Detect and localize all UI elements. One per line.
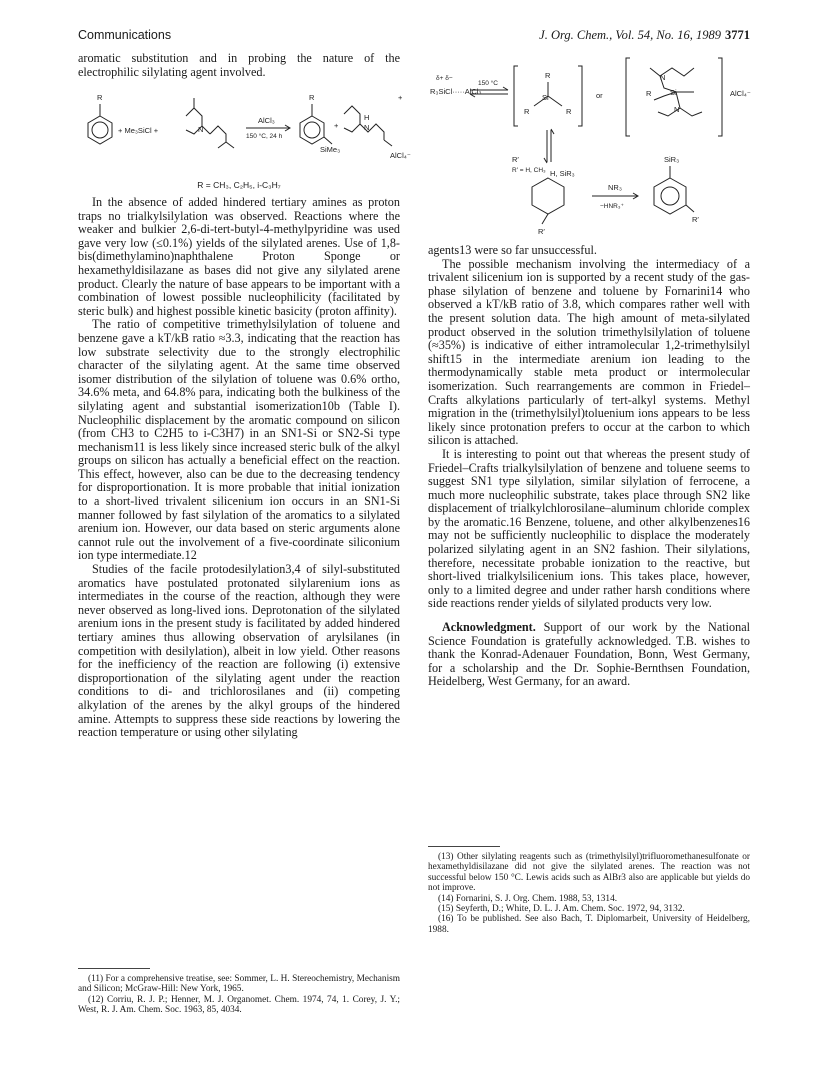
- footnote-rule: [428, 846, 500, 847]
- temp-label: 150 °C: [478, 80, 498, 87]
- r-prime-def: R′ = H, CH₃: [512, 167, 546, 174]
- hnr3-label: −HNR₃⁺: [600, 203, 624, 210]
- r-prime-arenium: R′: [538, 227, 545, 236]
- journal-citation: J. Org. Chem., Vol. 54, No. 16, 1989: [539, 28, 721, 42]
- footnote-12: (12) Corriu, R. J. P.; Henner, M. J. Organomet. Chem. 1974, 74, 1. Corey, J. Y.; West, R. J. Am. Chem. Soc. 1963, 85, 4034.: [78, 994, 400, 1016]
- paragraph: Studies of the facile protodesilylation3,4 of silyl-substituted aromatics have postulated protonated silylarenium ions as intermediates in the course of the reaction, although they were never observed as long-lived ions. Deprotonation of the silylated arenium ions in the present study is facilitated by added hindered tertiary amines thus allowing observation of arylsilanes (in competition with desilylation), albeit in low yield. Other reasons for the inefficiency of the reaction are following (i) extensive disproportionation of the silylating agent under the reaction conditions to di- and trichlorosilanes and (ii) competing alkylation of the arenes by the alkyl groups of the hindered amine. Attempts to suppress these side reactions by lowering the reaction temperature or using other silylating: [78, 562, 400, 740]
- acknowledgment-text: Support of our work by the National Science Foundation is gratefully acknowledged. T.B. wishes to thank the Konrad-Adenauer Foundation, Bonn, West Germany, for a scholarship and the Dr. Sophie-Bernthsen Foundation, Heidelberg, West Germany, for an award.: [428, 620, 750, 689]
- n-top: N: [660, 73, 666, 82]
- arylsilane-ring: [654, 178, 686, 214]
- or-label: or: [596, 91, 603, 100]
- n-label: N: [198, 125, 204, 134]
- charge-plus: +: [398, 93, 403, 102]
- r-label: R: [97, 93, 103, 102]
- aromatic-circle: [92, 122, 108, 138]
- paragraph: The ratio of competitive trimethylsilylation of toluene and benzene gave a kT/kB ratio ≈3.3, indicating that the reaction has low substrate selectivity due to the strongly electrophilic character of the silylating agent. At the same time observed isomer distribution of the silylation of toluene was 0.6% ortho, 34.6% meta, and 64.8% para, indicating both the bulkiness of the silylating agent and substantial isomerization10b (Table I). Nucleophilic displacement by the aromatic compound on silicon (from CH3 to C2H5 to i-C3H7) in an SN1-Si or SN2-Si type mechanism11 is less likely since increased steric bulk of the alkyl groups on silicon has actually a beneficial effect on the reaction. This effect, however, also can be due to the decreasing tendency for disproportionation. It is more probable that initial ionization to a short-lived trivalent silicenium ion occurs in an SN1-Si manner followed by fast silylation of the aromatics to a silylated arenium ion. However, our data based on steric arguments alone cannot rule out the involvement of a five-coordinate siliconium ion type intermediate.12: [78, 317, 400, 563]
- paragraph: The possible mechanism involving the intermediacy of a trivalent silicenium ion is supported by a recent study of the gas-phase silylation of benzene and toluene by Fornarini14 who observed a kT/kB ratio of 3.8, which compares rather well with the present solution data. The high amount of meta-silylated product observed in the solution trimethylsilylation of toluene (≈35%) is indicative of either intramolecular 1,2-trimethylsilyl shift15 in the intermediate arenium ion leading to the thermodynamically stable meta product or intermolecular isomerization. Such rearrangements are common in Friedel–Crafts alkylations particularly of tert-alkyl systems. Methyl migration in the (trimethylsilyl)toluenium ions appears to be less likely since protonation prefers to occur at the carbon to which silicon is attached.: [428, 256, 750, 448]
- footnote-14: (14) Fornarini, S. J. Org. Chem. 1988, 53, 1314.: [438, 893, 618, 904]
- paragraph: In the absence of added hindered tertiary amines as proton traps no trialkylsilylation was observed. Reactions where the weaker and bulkier 2,6-di-tert-butyl-4-methylpyridine was used gave very low (≤0.1%) yields of the silylated arenes. Use of 1,8-bis(dimethylamino)naphthalene Proton Sponge or hexamethyldisilazane as bases did not give any silylated arene product. Clearly the nature of base appears to be important with a combination of lowest possible nucleophilicity (facilitated by steric bulk) and highest possible kinetic basicity (proton affinity).: [78, 195, 400, 318]
- reagent-label: + Me₃SiCl +: [118, 126, 159, 135]
- left-column-body: [78, 196, 400, 740]
- r-top: R: [545, 71, 551, 80]
- acknowledgment-paragraph: [428, 621, 750, 689]
- footnote-16: (16) To be published. See also Bach, T. Diplomarbeit, University of Heidelberg, 1988.: [428, 914, 750, 935]
- acknowledgment-title: Acknowledgment.: [442, 620, 536, 635]
- sir3-label: SiR₃: [664, 155, 680, 164]
- h-sir3-label: H, SiR₃: [550, 169, 575, 178]
- n-bottom: N: [674, 105, 680, 114]
- scheme-1-caption: R = CH₃, C₂H₅, i-C₃H₇: [197, 180, 281, 190]
- r-prime-label: R′: [512, 155, 519, 164]
- paragraph: aromatic substitution and in probing the nature of the electrophilic silylating agent involved.: [78, 51, 400, 79]
- arenium-ring: [532, 178, 564, 214]
- footnote-11: (11) For a comprehensive treatise, see: Sommer, L. H. Stereochemistry, Mechanism and Silicon; McGraw-Hill: New York, 1965.: [78, 974, 400, 995]
- sime3-label: SiMe₃: [320, 145, 341, 154]
- alcl4-anion: AlCl₄⁻: [730, 89, 751, 98]
- paragraph: It is interesting to point out that whereas the present study of Friedel–Crafts trialkylsilylation of benzene and toluene seems to suggest SN1 type silylation, similar silylation of ferrocene, a much more nucleophilic substrate, takes place through SN2 like displacement of trialkylchlorosilane–aluminum chloride complex by the aromatic.16 Benzene, toluene, and other alkylbenzenes16 may not be sufficiently nucleophilic to displace the moderately polarized silylating agent in an SN2 fashion. Their silylations, therefore, necessitate probable ionization to the reactive, but short-lived trialkylsilicenium ions. This takes place, however, only to a limited degree and under rather harsh conditions where side reactions render yields of silylated products very low.: [428, 446, 750, 611]
- condition-label: 150 °C, 24 h: [246, 133, 283, 140]
- footnotes-left: [78, 968, 400, 1016]
- page-number: 3771: [725, 28, 750, 42]
- reaction-scheme-1: [78, 86, 411, 176]
- reaction-scheme-2: [428, 52, 758, 240]
- plus-sign: +: [334, 121, 339, 130]
- n-label-product: N: [364, 123, 370, 132]
- r-siliconium: R: [646, 89, 652, 98]
- catalyst-label: AlCl₃: [258, 116, 275, 125]
- left-column-intro: [78, 52, 400, 79]
- r-right: R: [566, 107, 572, 116]
- alcl4-label: AlCl₄⁻: [390, 151, 411, 160]
- r-prime-product: R′: [692, 215, 699, 224]
- footnote-13: (13) Other silylating reagents such as (trimethylsilyl)trifluoromethanesulfonate or hexamethyldisilazane did not give the silylated arenes. The reaction was not successful below 150 °C. Lewis acids such as AlBr3 also are applicable but yields do not improve.: [428, 852, 750, 894]
- complex-label: R₃SiCl·····AlCl₃: [430, 87, 482, 96]
- running-header-section: Communications: [78, 28, 172, 42]
- r-left: R: [524, 107, 530, 116]
- footnote-rule: [78, 968, 150, 969]
- right-column-body: [428, 244, 750, 689]
- running-header-journal: [539, 28, 750, 43]
- si-cation: Si: [542, 93, 549, 102]
- si-siliconium: Si: [670, 88, 677, 97]
- h-label: H: [364, 113, 370, 122]
- dipole-label: δ+ δ−: [436, 75, 453, 82]
- r-label-product: R: [309, 93, 315, 102]
- paragraph: agents13 were so far unsuccessful.: [428, 243, 597, 257]
- footnote-15: (15) Seyferth, D.; White, D. L. J. Am. Chem. Soc. 1972, 94, 3132.: [438, 904, 685, 915]
- footnotes-right: [428, 846, 750, 935]
- nr3-label: NR₃: [608, 183, 622, 192]
